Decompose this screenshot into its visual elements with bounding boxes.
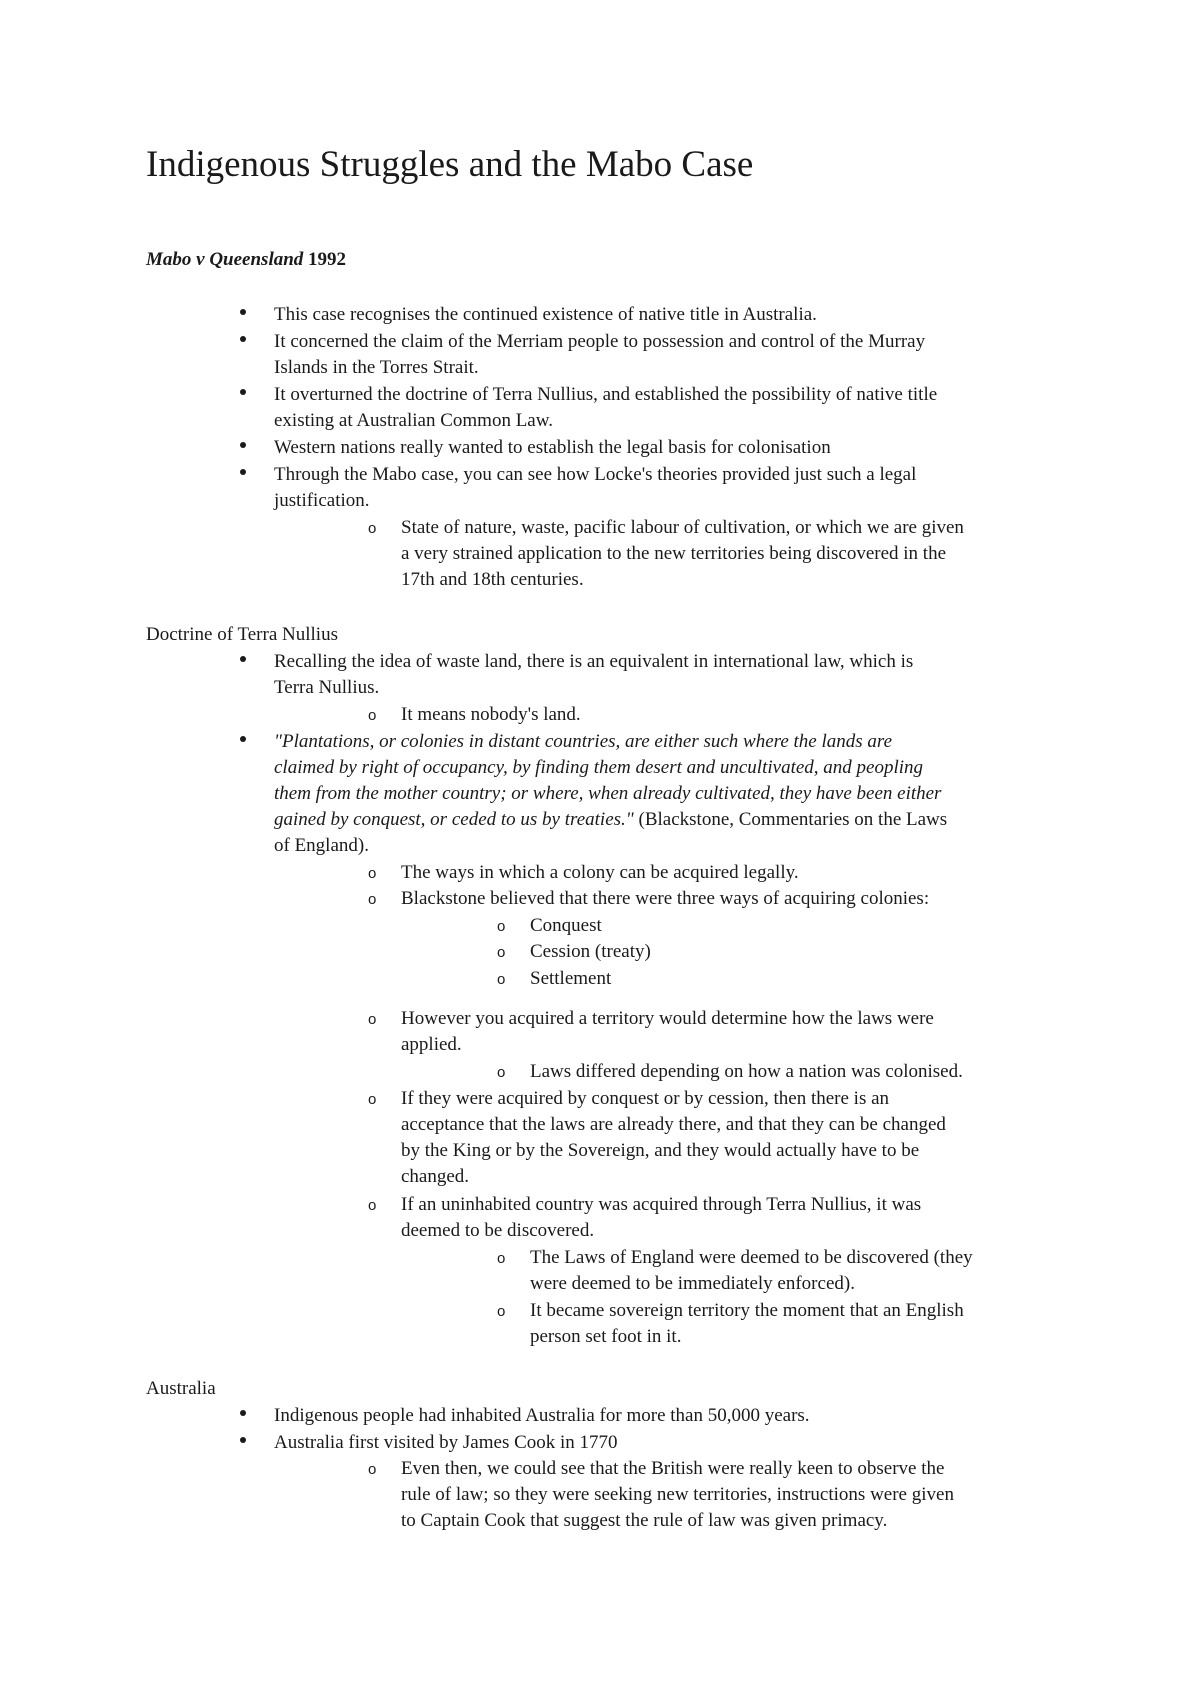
quote-line-with-citation xyxy=(274,807,947,833)
list-item: It overturned the doctrine of Terra Nullius, and established the possibility of native title xyxy=(274,384,938,405)
sub-list-item: If they were acquired by conquest or by cession, then there is an xyxy=(401,1088,890,1109)
bullet-disc xyxy=(240,389,246,395)
list-item-continuation: existing at Australian Common Law. xyxy=(274,410,553,431)
page-title: Indigenous Struggles and the Mabo Case xyxy=(146,144,754,185)
case-heading xyxy=(146,247,346,273)
sub-sub-bullet-marker: o xyxy=(497,1303,506,1320)
list-item: Australia first visited by James Cook in 1770 xyxy=(274,1432,618,1453)
sub-list-item-continuation: to Captain Cook that suggest the rule of law was given primacy. xyxy=(401,1510,888,1531)
sub-sub-list-item: The Laws of England were deemed to be discovered (they xyxy=(530,1247,973,1268)
sub-list-item-continuation: by the King or by the Sovereign, and they would actually have to be xyxy=(401,1140,920,1161)
sub-list-item: However you acquired a territory would determine how the laws were xyxy=(401,1008,934,1029)
sub-sub-bullet-marker: o xyxy=(497,1250,506,1267)
list-item: This case recognises the continued existence of native title in Australia. xyxy=(274,304,817,325)
sub-list-item: It means nobody's land. xyxy=(401,704,581,725)
bullet-disc xyxy=(240,1410,246,1416)
sub-list-item-continuation: acceptance that the laws are already there, and that they can be changed xyxy=(401,1114,946,1135)
sub-list-item: The ways in which a colony can be acquired legally. xyxy=(401,862,799,883)
sub-sub-list-item-continuation: were deemed to be immediately enforced). xyxy=(530,1273,855,1294)
quote-citation: (Blackstone, Commentaries on the Laws xyxy=(633,809,948,830)
sub-list-item-continuation: rule of law; so they were seeking new territories, instructions were given xyxy=(401,1484,954,1505)
sub-bullet-marker: o xyxy=(368,1011,377,1028)
quote-line: gained by conquest, or ceded to us by treaties." xyxy=(274,809,634,830)
quote-line: claimed by right of occupancy, by finding them desert and uncultivated, and peopling xyxy=(274,757,924,778)
sub-sub-bullet-marker: o xyxy=(497,1064,506,1081)
sub-bullet-marker: o xyxy=(368,1197,377,1214)
bullet-disc xyxy=(240,736,246,742)
list-item: Western nations really wanted to establish the legal basis for colonisation xyxy=(274,437,831,458)
sub-list-item: Even then, we could see that the British were really keen to observe the xyxy=(401,1458,945,1479)
bullet-disc xyxy=(240,656,246,662)
sub-bullet-marker: o xyxy=(368,1461,377,1478)
sub-list-item-continuation: applied. xyxy=(401,1034,462,1055)
list-item-continuation: justification. xyxy=(274,490,370,511)
sub-list-item: Blackstone believed that there were three ways of acquiring colonies: xyxy=(401,888,930,909)
sub-list-item-continuation: deemed to be discovered. xyxy=(401,1220,595,1241)
bullet-disc xyxy=(240,1437,246,1443)
list-item-continuation: Terra Nullius. xyxy=(274,677,380,698)
sub-sub-list-item: Conquest xyxy=(530,915,602,936)
quote-citation-continuation: of England). xyxy=(274,835,369,856)
sub-sub-list-item: Cession (treaty) xyxy=(530,941,651,962)
bullet-disc xyxy=(240,469,246,475)
bullet-disc xyxy=(240,442,246,448)
sub-sub-list-item: Settlement xyxy=(530,968,612,989)
sub-sub-list-item-continuation: person set foot in it. xyxy=(530,1326,682,1347)
sub-bullet-marker: o xyxy=(368,707,377,724)
list-item: It concerned the claim of the Merriam people to possession and control of the Murray xyxy=(274,331,926,352)
section-heading: Doctrine of Terra Nullius xyxy=(146,624,338,645)
sub-list-item-continuation: a very strained application to the new territories being discovered in the xyxy=(401,543,947,564)
sub-sub-bullet-marker: o xyxy=(497,918,506,935)
sub-bullet-marker: o xyxy=(368,520,377,537)
sub-bullet-marker: o xyxy=(368,891,377,908)
case-name: Mabo v Queensland xyxy=(146,249,304,270)
sub-sub-bullet-marker: o xyxy=(497,944,506,961)
quote-line: "Plantations, or colonies in distant countries, are either such where the lands are xyxy=(274,731,893,752)
list-item: Recalling the idea of waste land, there is an equivalent in international law, which is xyxy=(274,651,914,672)
sub-sub-list-item: Laws differed depending on how a nation was colonised. xyxy=(530,1061,963,1082)
list-item-continuation: Islands in the Torres Strait. xyxy=(274,357,479,378)
sub-sub-list-item: It became sovereign territory the moment that an English xyxy=(530,1300,964,1321)
list-item: Indigenous people had inhabited Australia for more than 50,000 years. xyxy=(274,1405,810,1426)
bullet-disc xyxy=(240,309,246,315)
sub-bullet-marker: o xyxy=(368,1091,377,1108)
list-item: Through the Mabo case, you can see how Locke's theories provided just such a legal xyxy=(274,464,917,485)
sub-list-item: If an uninhabited country was acquired through Terra Nullius, it was xyxy=(401,1194,922,1215)
quote-line: them from the mother country; or where, when already cultivated, they have been either xyxy=(274,783,942,804)
sub-bullet-marker: o xyxy=(368,865,377,882)
sub-sub-bullet-marker: o xyxy=(497,971,506,988)
case-year: 1992 xyxy=(303,249,347,270)
sub-list-item: State of nature, waste, pacific labour of cultivation, or which we are given xyxy=(401,517,964,538)
sub-list-item-continuation: changed. xyxy=(401,1166,470,1187)
bullet-disc xyxy=(240,336,246,342)
section-heading: Australia xyxy=(146,1378,216,1399)
sub-list-item-continuation: 17th and 18th centuries. xyxy=(401,569,584,590)
